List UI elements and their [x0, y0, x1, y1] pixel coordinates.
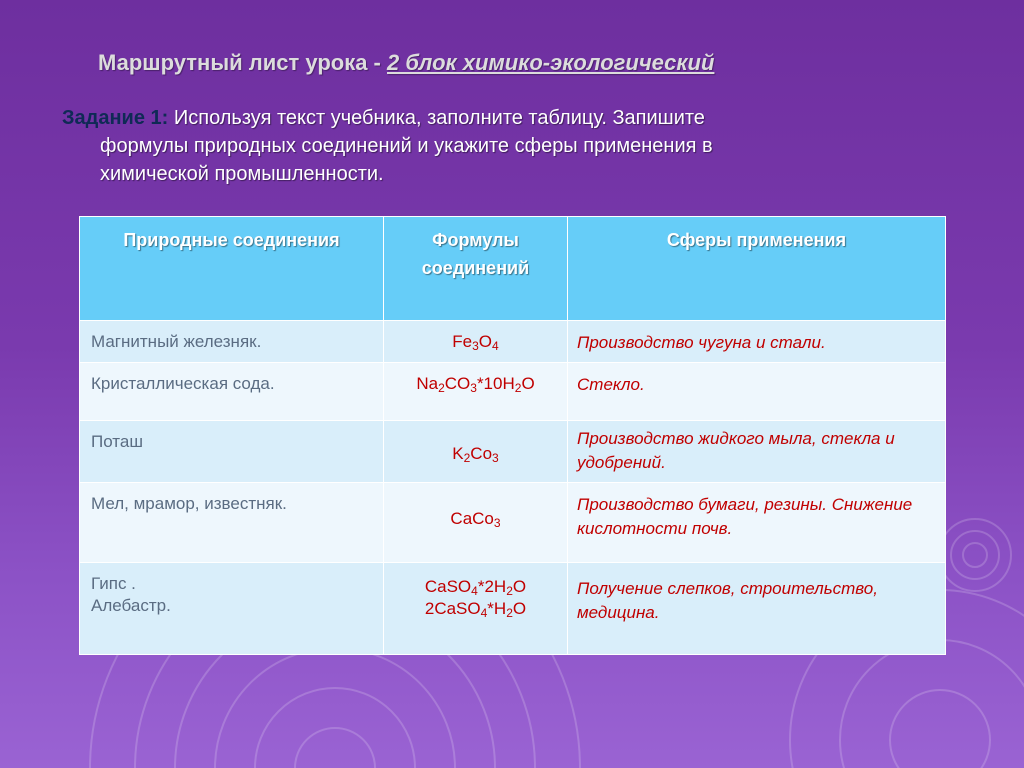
compound-name-line: Магнитный железняк.	[91, 332, 262, 351]
compound-uses: Производство бумаги, резины. Снижение кислотности почв.	[568, 483, 946, 563]
compound-name-line: Мел, мрамор, известняк.	[91, 494, 287, 513]
compound-formula	[384, 321, 568, 363]
compound-name	[80, 363, 384, 421]
compound-name	[80, 563, 384, 655]
compound-name	[80, 321, 384, 363]
compound-uses: Получение слепков, строительство, медицина.	[568, 563, 946, 655]
formula-line	[384, 331, 567, 353]
task-line-3: химической промышленности.	[100, 163, 384, 185]
task-label: Задание 1:	[62, 107, 169, 129]
table-row	[80, 563, 946, 655]
formula-subscript: 3	[493, 516, 501, 530]
formula-subscript: 2	[463, 451, 471, 465]
formula-subscript: 2	[506, 584, 513, 598]
formula-subscript: 4	[492, 339, 499, 353]
task-line-2: формулы природных соединений и укажите сферы применения в	[100, 135, 713, 157]
compound-formula	[384, 363, 568, 421]
formula-line	[384, 443, 567, 465]
formula-part: *H	[487, 599, 507, 618]
formula-part: O	[521, 374, 535, 393]
formula-subscript: 3	[470, 381, 477, 395]
compound-formula	[384, 421, 568, 483]
formula-part: *10H	[476, 374, 515, 393]
formula-line	[384, 373, 567, 395]
formula-part: *2H	[477, 577, 507, 596]
compound-name	[80, 483, 384, 563]
formula-subscript: 3	[492, 451, 499, 465]
formula-subscript: 4	[471, 584, 478, 598]
compounds-table	[79, 216, 946, 655]
compound-uses: Стекло.	[568, 363, 946, 421]
formula-subscript: 4	[480, 606, 488, 620]
task-line-1: Используя текст учебника, заполните таблицу. Запишите	[168, 107, 705, 129]
formula-line	[384, 576, 567, 598]
compound-name-line: Гипс .	[91, 574, 136, 593]
formula-part: CO	[444, 374, 471, 393]
formula-subscript: 2	[514, 381, 522, 395]
formula-line	[384, 508, 567, 530]
formula-part: CaCo	[450, 509, 494, 528]
table-header-row	[80, 217, 946, 321]
compound-uses: Производство чугуна и стали.	[568, 321, 946, 363]
formula-part: CaSO	[424, 577, 472, 596]
header-formulas: Формулы соединений	[384, 217, 568, 321]
formula-subscript: 2	[506, 606, 513, 620]
compound-uses: Производство жидкого мыла, стекла и удобрений.	[568, 421, 946, 483]
formula-part: Na	[416, 374, 439, 393]
formula-part: Co	[470, 444, 493, 463]
formula-line	[384, 598, 567, 620]
formula-part: O	[512, 599, 527, 618]
formula-subscript: 2	[438, 381, 445, 395]
formula-subscript: 3	[472, 339, 479, 353]
table-row	[80, 421, 946, 483]
formula-part: O	[512, 577, 527, 596]
formula-part: K	[452, 444, 464, 463]
compound-name-line: Кристаллическая сода.	[91, 374, 275, 393]
table-row	[80, 363, 946, 421]
formula-part: Fe	[452, 332, 473, 351]
formula-part: 2CaSO	[424, 599, 481, 618]
title-emphasis: 2 блок химико-экологический	[387, 50, 715, 75]
header-compounds: Природные соединения	[80, 217, 384, 321]
compound-name-line: Алебастр.	[91, 596, 171, 615]
formula-part: O	[478, 332, 493, 351]
table-row	[80, 483, 946, 563]
compound-formula	[384, 563, 568, 655]
compound-name	[80, 421, 384, 483]
compound-formula	[384, 483, 568, 563]
title-main: Маршрутный лист урока -	[98, 50, 387, 75]
header-uses: Сферы применения	[568, 217, 946, 321]
compound-name-line: Поташ	[91, 432, 143, 451]
task-text	[62, 104, 942, 188]
slide-title	[98, 50, 958, 76]
table-row	[80, 321, 946, 363]
